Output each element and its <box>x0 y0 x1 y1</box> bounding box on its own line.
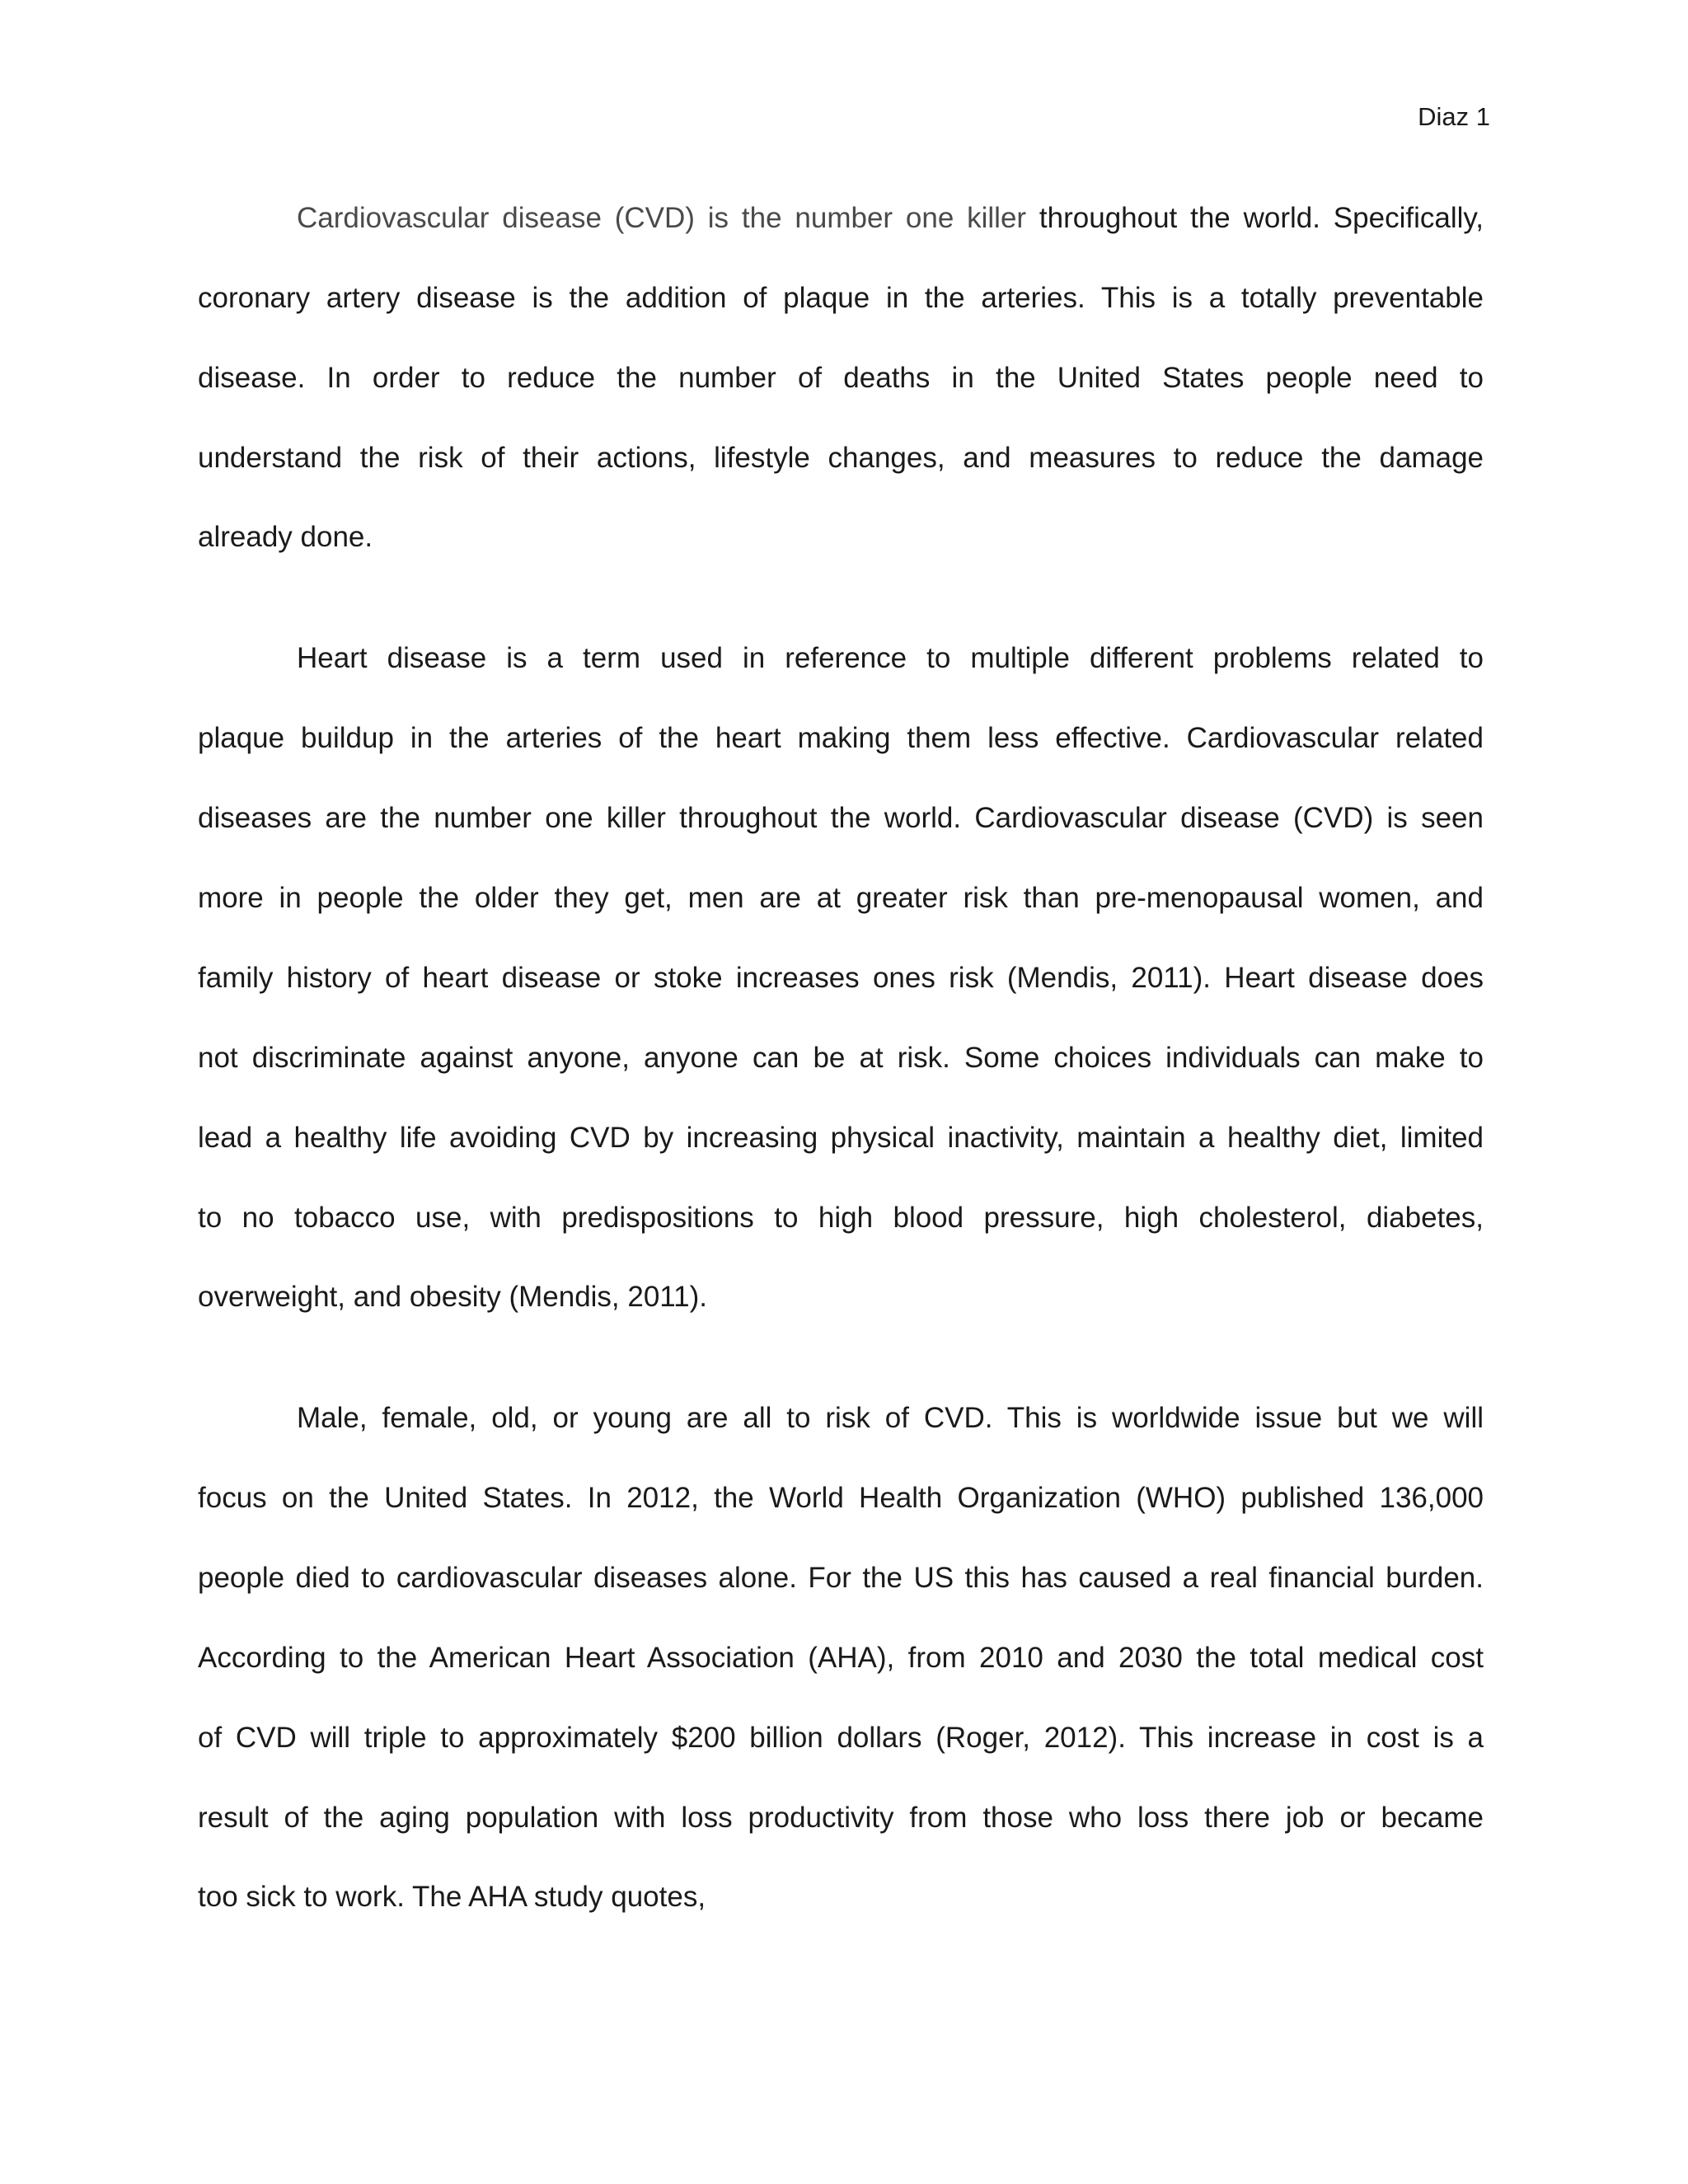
text-line: disease. In order to reduce the number of deaths in the United States people need to <box>198 362 1484 394</box>
text-span: throughout the world. Specifically, <box>1026 202 1484 234</box>
text-span-muted: Cardiovascular disease (CVD) is the number one killer <box>297 202 1027 234</box>
text-line: Heart disease is a term used in reference to multiple different problems related to <box>297 642 1484 674</box>
text-line: too sick to work. The AHA study quotes, <box>198 1881 706 1913</box>
text-line: plaque buildup in the arteries of the heart making them less effective. Cardiovascular related <box>198 722 1484 754</box>
text-line: coronary artery disease is the addition of plaque in the arteries. This is a totally preventable <box>198 282 1484 314</box>
text-line: family history of heart disease or stoke increases ones risk (Mendis, 2011). Heart disease does <box>198 962 1484 994</box>
text-line: understand the risk of their actions, lifestyle changes, and measures to reduce the damage <box>198 442 1484 474</box>
text-line: lead a healthy life avoiding CVD by increasing physical inactivity, maintain a healthy diet, limited <box>198 1122 1484 1154</box>
text-line: overweight, and obesity (Mendis, 2011). <box>198 1281 708 1313</box>
running-head: Diaz 1 <box>1418 102 1490 131</box>
text-line: more in people the older they get, men are at greater risk than pre-menopausal women, and <box>198 882 1484 914</box>
text-line: of CVD will triple to approximately $200 billion dollars (Roger, 2012). This increase in cost is a <box>198 1722 1484 1754</box>
text-line: focus on the United States. In 2012, the World Health Organization (WHO) published 136,000 <box>198 1482 1484 1514</box>
text-line: already done. <box>198 521 373 553</box>
text-line: diseases are the number one killer throughout the world. Cardiovascular disease (CVD) is seen <box>198 802 1484 834</box>
text-line: According to the American Heart Association (AHA), from 2010 and 2030 the total medical cost <box>198 1642 1484 1674</box>
text-line <box>198 194 1484 243</box>
text-line: result of the aging population with loss productivity from those who loss there job or became <box>198 1802 1484 1834</box>
text-line: Male, female, old, or young are all to risk of CVD. This is worldwide issue but we will <box>297 1402 1484 1434</box>
text-line: to no tobacco use, with predispositions to high blood pressure, high cholesterol, diabetes, <box>198 1202 1484 1234</box>
text-line: people died to cardiovascular diseases alone. For the US this has caused a real financial burden. <box>198 1562 1484 1594</box>
text-line: not discriminate against anyone, anyone can be at risk. Some choices individuals can make to <box>198 1042 1484 1074</box>
